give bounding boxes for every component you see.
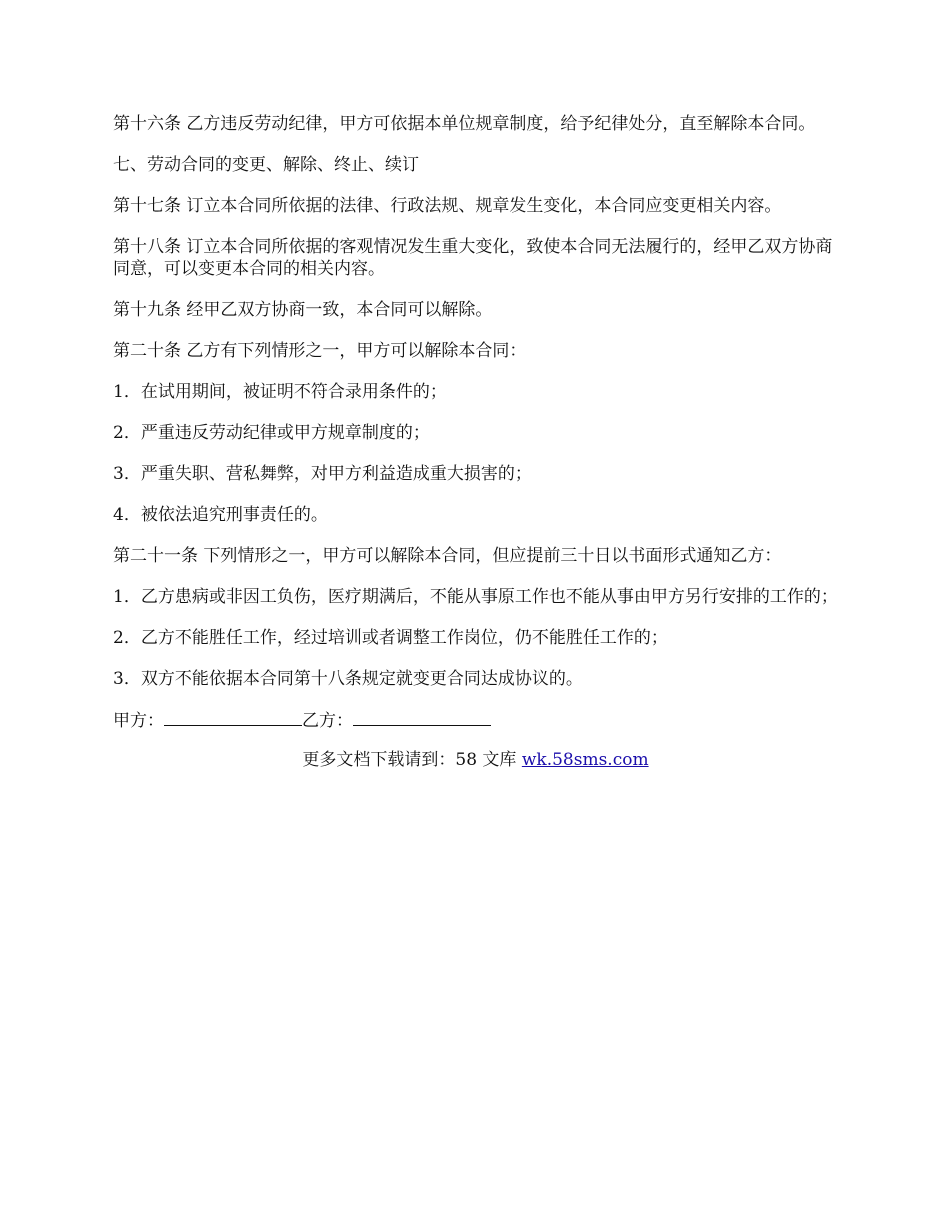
party-b-signature-blank [353,709,491,726]
section-heading-7: 七、劳动合同的变更、解除、终止、续订 [113,155,419,175]
article-21: 第二十一条 下列情形之一，甲方可以解除本合同，但应提前三十日以书面形式通知乙方： [113,546,782,566]
footer-text: 更多文档下载请到：58 文库 [302,750,522,770]
article-16: 第十六条 乙方违反劳动纪律，甲方可依据本单位规章制度，给予纪律处分，直至解除本合同。 [113,114,816,134]
article-20-item-3: 3．严重失职、营私舞弊，对甲方利益造成重大损害的； [113,464,532,484]
party-b-label: 乙方： [302,711,353,731]
article-19: 第十九条 经甲乙双方协商一致，本合同可以解除。 [113,300,493,320]
article-21-item-1: 1．乙方患病或非因工负伤，医疗期满后，不能从事原工作也不能从事由甲方另行安排的工作的； [113,587,838,607]
party-a-signature-blank [164,709,302,726]
article-20-item-1: 1．在试用期间，被证明不符合录用条件的； [113,382,447,402]
signature-line [113,709,838,732]
article-20-item-2: 2．严重违反劳动纪律或甲方规章制度的； [113,423,430,443]
article-18: 第十八条 订立本合同所依据的客观情况发生重大变化，致使本合同无法履行的，经甲乙双方协商同意，可以变更本合同的相关内容。 [113,237,833,279]
footer-link[interactable]: wk.58sms.com [521,750,649,770]
article-21-item-2: 2．乙方不能胜任工作，经过培训或者调整工作岗位，仍不能胜任工作的； [113,628,668,648]
article-21-item-3: 3．双方不能依据本合同第十八条规定就变更合同达成协议的。 [113,669,583,689]
party-a-label: 甲方： [113,711,164,731]
article-20: 第二十条 乙方有下列情形之一，甲方可以解除本合同： [113,341,527,361]
footer [113,749,838,771]
article-17: 第十七条 订立本合同所依据的法律、行政法规、规章发生变化，本合同应变更相关内容。 [113,196,782,216]
document-body [113,113,838,771]
article-20-item-4: 4．被依法追究刑事责任的。 [113,505,328,525]
